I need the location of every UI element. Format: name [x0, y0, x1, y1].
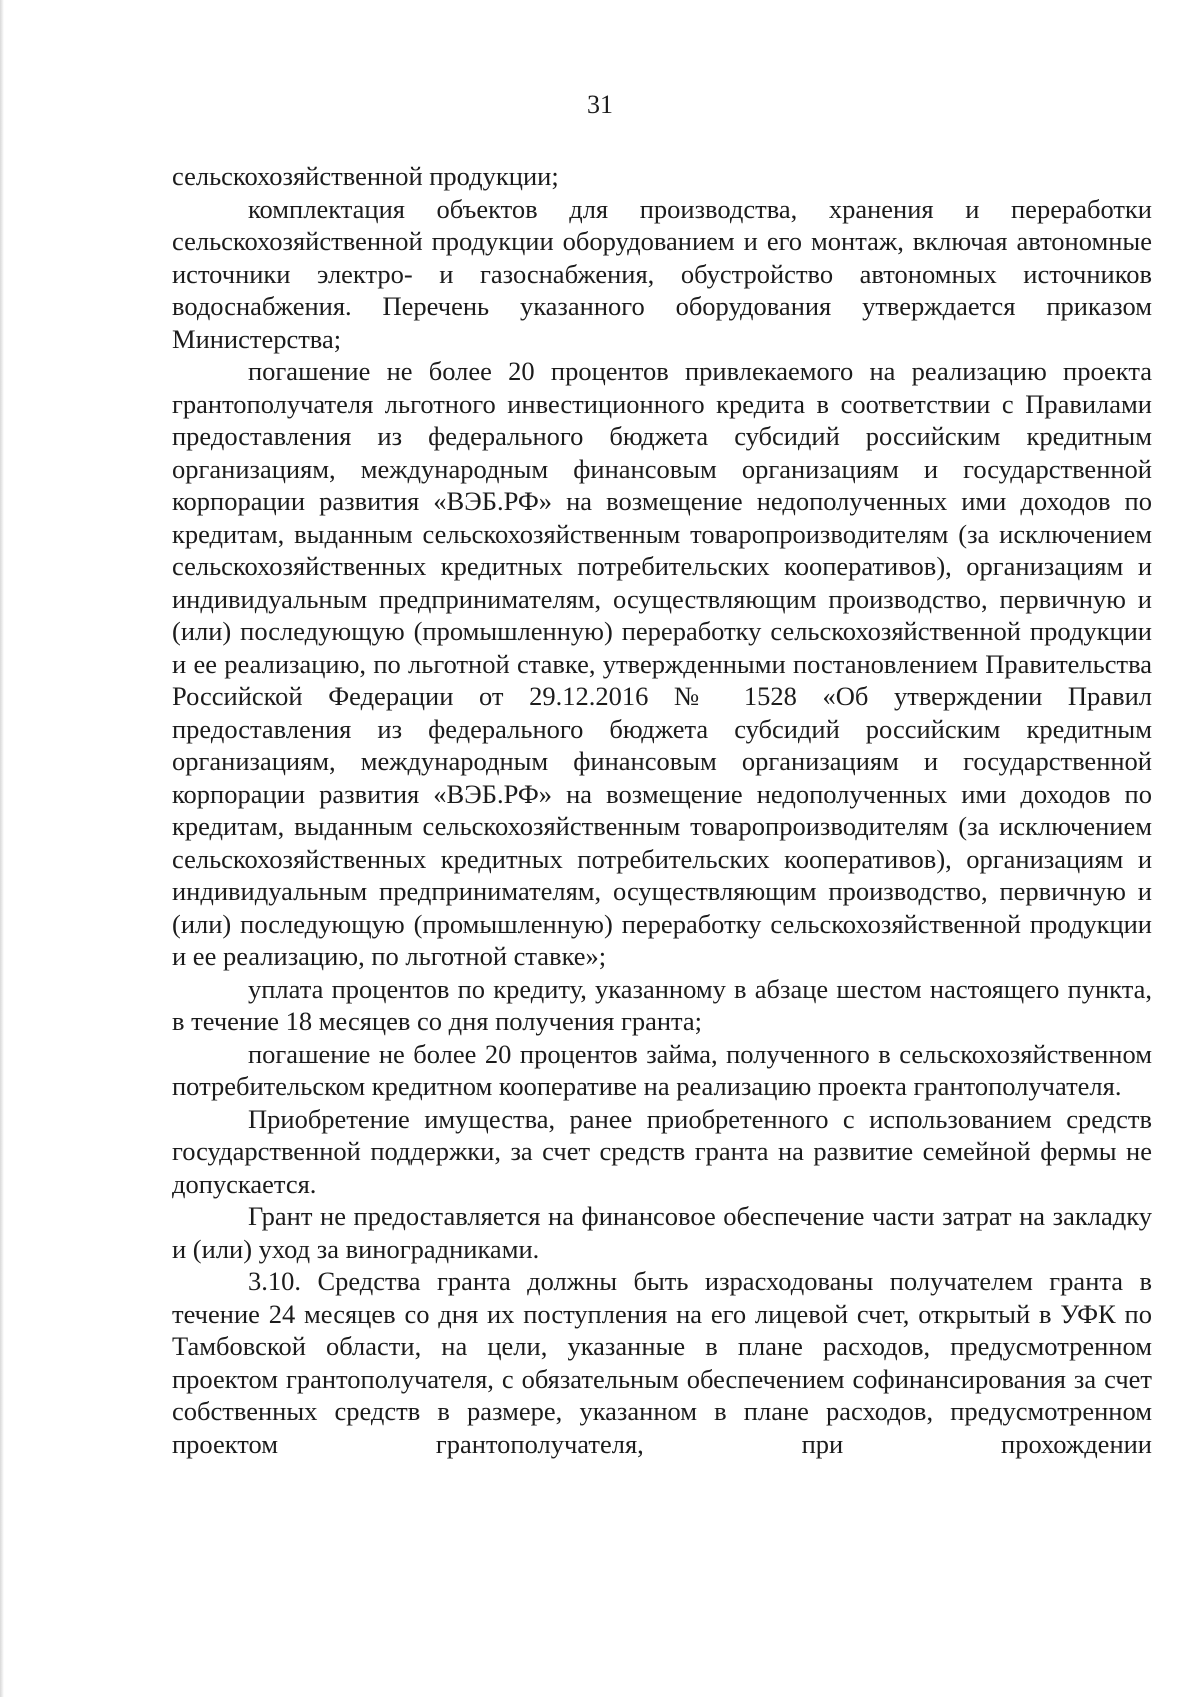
paragraph-section-3-10: 3.10. Средства гранта должны быть израсходованы получателем гранта в течение 24 месяцев со дня их поступления на его лицевой счет, открытый в УФК по Тамбовской области, на цели, указанные в плане расходов, предусмотренном проектом грантополучателя, с обязательным обеспечением софинансирования за счет собственных средств в размере, указанном в плане расходов, предусмотренном проектом грантополучателя, при прохождении: [172, 1266, 1152, 1459]
scan-edge-shadow: [0, 0, 4, 1697]
paragraph-cooperative-loan: погашение не более 20 процентов займа, полученного в сельскохозяйственном потребительском кредитном кооперативе на реализацию проекта грантополучателя.: [172, 1038, 1152, 1101]
page-number: 31: [587, 90, 613, 119]
document-body: [172, 160, 1152, 1460]
paragraph-equipment: комплектация объектов для производства, хранения и переработки сельскохозяйственной продукции оборудованием и его монтаж, включая автономные источники электро- и газоснабжения, обустройство автономных источников водоснабжения. Перечень указанного оборудования утверждается приказом Министерства;: [172, 193, 1152, 354]
paragraph-vineyard-restriction: Грант не предоставляется на финансовое обеспечение части затрат на закладку и (или) уход за виноградниками.: [172, 1201, 1152, 1264]
paragraph-interest-payment: уплата процентов по кредиту, указанному в абзаце шестом настоящего пункта, в течение 18 месяцев со дня получения гранта;: [172, 973, 1152, 1036]
paragraph-property-restriction: Приобретение имущества, ранее приобретенного с использованием средств государственной поддержки, за счет средств гранта на развитие семейной фермы не допускается.: [172, 1103, 1152, 1199]
paragraph-loan-repayment: погашение не более 20 процентов привлекаемого на реализацию проекта грантополучателя льготного инвестиционного кредита в соответствии с Правилами предоставления из федерального бюджета субсидий российским кредитным организациям, международным финансовым организациям и государственной корпорации развития «ВЭБ.РФ» на возмещение недополученных ими доходов по кредитам, выданным сельскохозяйственным товаропроизводителям (за исключением сельскохозяйственных кредитных потребительских кооперативов), организациям и индивидуальным предпринимателям, осуществляющим производство, первичную и (или) последующую (промышленную) переработку сельскохозяйственной продукции и ее реализацию, по льготной ставке, утвержденными постановлением Правительства Российской Федерации от 29.12.2016 № 1528 «Об утверждении Правил предоставления из федерального бюджета субсидий российским кредитным организациям, международным финансовым организациям и государственной корпорации развития «ВЭБ.РФ» на возмещение недополученных ими доходов по кредитам, выданным сельскохозяйственным товаропроизводителям (за исключением сельскохозяйственных кредитных потребительских кооперативов), организациям и индивидуальным предпринимателям, осуществляющим производство, первичную и (или) последующую (промышленную) переработку сельскохозяйственной продукции и ее реализацию, по льготной ставке»;: [172, 356, 1152, 971]
paragraph-continuation: сельскохозяйственной продукции;: [172, 161, 559, 191]
